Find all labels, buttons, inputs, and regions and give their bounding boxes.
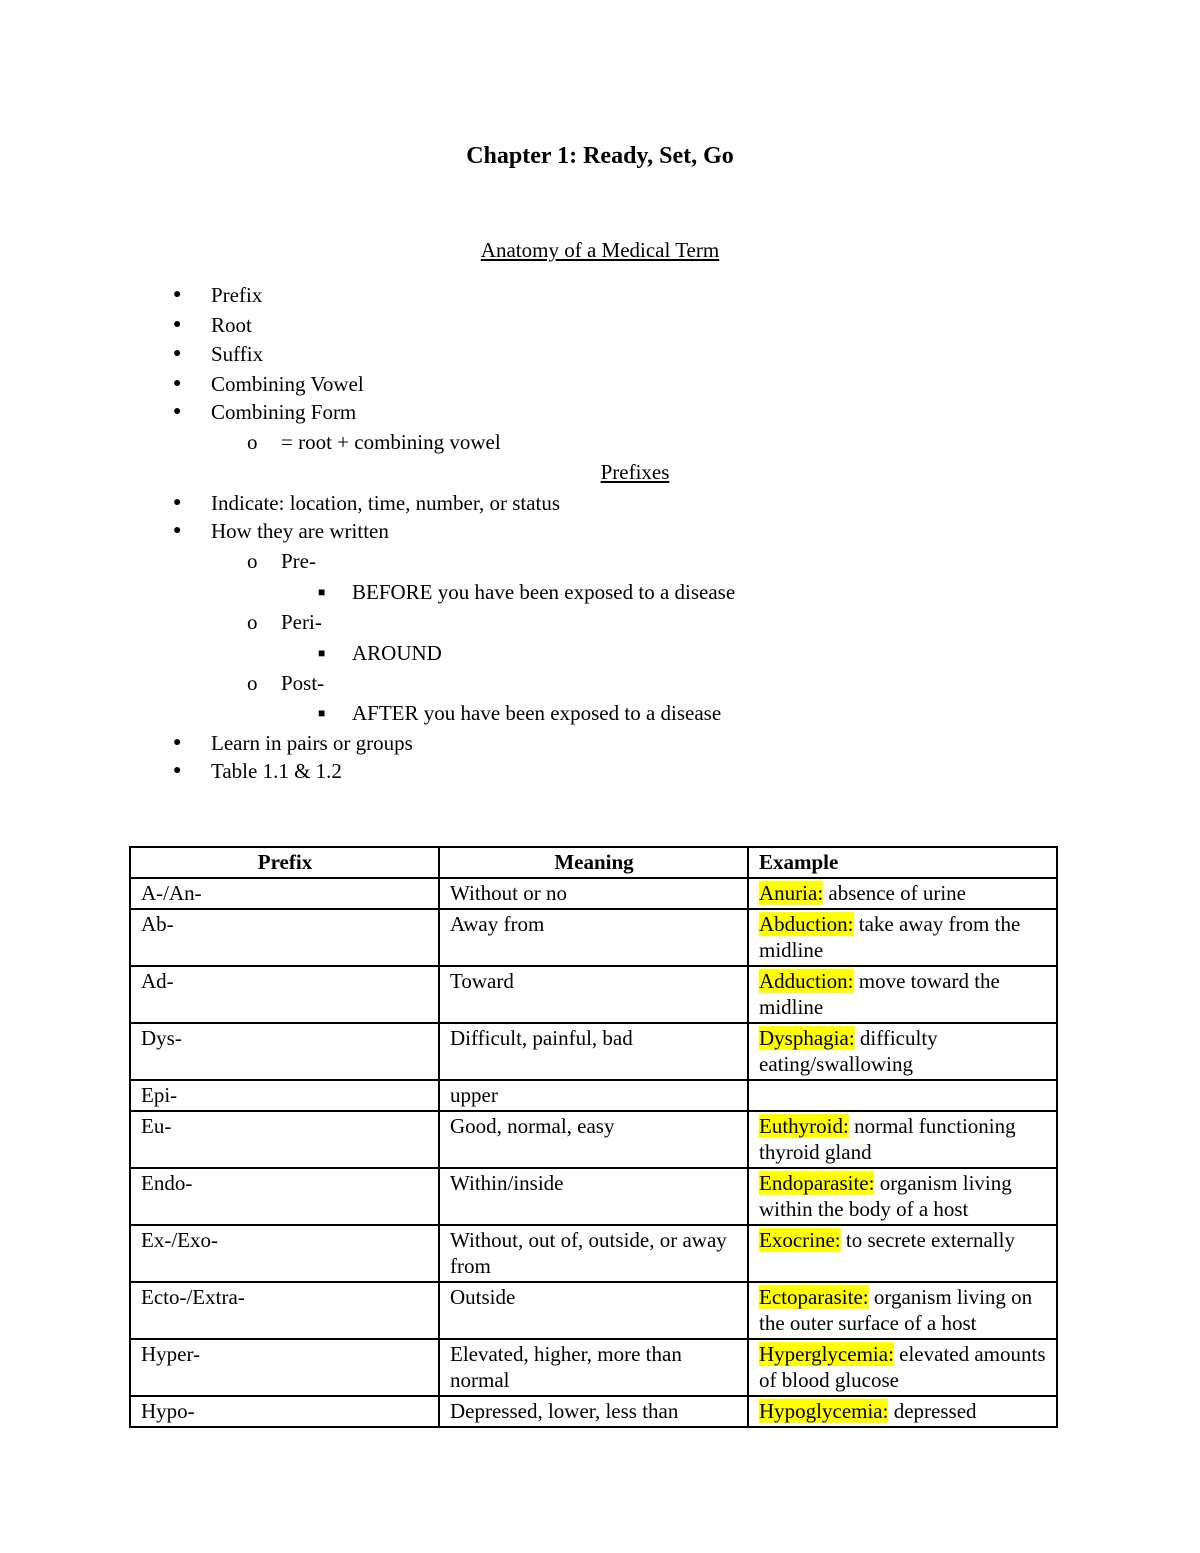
table-row <box>130 1339 1057 1396</box>
table-row <box>130 1225 1057 1282</box>
example-text: elevated amounts of blood glucose <box>759 1342 1046 1392</box>
square-bullet-icon: ■ <box>318 646 326 660</box>
cell-example <box>748 1080 1057 1111</box>
cell-meaning: Toward <box>439 966 748 1023</box>
example-term: Adduction: <box>759 969 854 993</box>
cell-example <box>748 909 1057 966</box>
prefix-pre-desc: BEFORE you have been exposed to a disease <box>352 580 736 604</box>
cell-prefix: Ad- <box>130 966 439 1023</box>
example-text: to secrete externally <box>840 1228 1015 1252</box>
prefix-learn: Learn in pairs or groups <box>211 731 413 755</box>
bullet-icon: ● <box>173 317 182 332</box>
cell-prefix: Ecto-/Extra- <box>130 1282 439 1339</box>
anatomy-sub-item: = root + combining vowel <box>281 430 501 454</box>
cell-prefix: Dys- <box>130 1023 439 1080</box>
cell-prefix: Ab- <box>130 909 439 966</box>
cell-prefix: A-/An- <box>130 878 439 909</box>
example-term: Hyperglycemia: <box>759 1342 894 1366</box>
circle-bullet-icon: o <box>247 430 258 454</box>
prefix-table <box>129 846 1058 1428</box>
cell-example <box>748 1225 1057 1282</box>
anatomy-item: Suffix <box>211 342 264 366</box>
prefix-table-ref: Table 1.1 & 1.2 <box>211 759 342 783</box>
cell-example <box>748 966 1057 1023</box>
cell-example <box>748 1396 1057 1427</box>
table-header-row <box>130 847 1057 878</box>
prefix-pre: Pre- <box>281 549 316 573</box>
table-row <box>130 878 1057 909</box>
circle-bullet-icon: o <box>247 549 258 573</box>
table-row <box>130 1080 1057 1111</box>
bullet-icon: ● <box>173 404 182 419</box>
anatomy-item: Root <box>211 313 252 337</box>
header-example: Example <box>748 847 1057 878</box>
example-text: difficulty eating/swallowing <box>759 1026 938 1076</box>
cell-example <box>748 878 1057 909</box>
example-text: absence of urine <box>823 881 967 905</box>
prefix-post-desc: AFTER you have been exposed to a disease <box>352 701 722 725</box>
cell-example <box>748 1111 1057 1168</box>
cell-prefix: Hypo- <box>130 1396 439 1427</box>
example-text: move toward the midline <box>759 969 1000 1019</box>
cell-meaning: Difficult, painful, bad <box>439 1023 748 1080</box>
prefix-post: Post- <box>281 671 325 695</box>
bullet-icon: ● <box>173 735 182 750</box>
example-term: Anuria: <box>759 881 824 905</box>
table-row <box>130 909 1057 966</box>
example-term: Euthyroid: <box>759 1114 849 1138</box>
cell-meaning: Without or no <box>439 878 748 909</box>
example-term: Abduction: <box>759 912 854 936</box>
example-text: organism living within the body of a host <box>759 1171 1012 1221</box>
cell-example <box>748 1282 1057 1339</box>
example-term: Ectoparasite: <box>759 1285 869 1309</box>
circle-bullet-icon: o <box>247 671 258 695</box>
example-term: Hypoglycemia: <box>759 1399 889 1423</box>
example-term: Dysphagia: <box>759 1026 855 1050</box>
table-row <box>130 1111 1057 1168</box>
bullet-icon: ● <box>173 495 182 510</box>
cell-example <box>748 1168 1057 1225</box>
table-row <box>130 1282 1057 1339</box>
cell-meaning: Good, normal, easy <box>439 1111 748 1168</box>
square-bullet-icon: ■ <box>318 585 326 599</box>
cell-meaning: Depressed, lower, less than <box>439 1396 748 1427</box>
anatomy-heading: Anatomy of a Medical Term <box>480 238 720 262</box>
cell-prefix: Eu- <box>130 1111 439 1168</box>
prefix-indicate: Indicate: location, time, number, or status <box>211 491 561 515</box>
example-text: take away from the midline <box>759 912 1021 962</box>
prefix-peri: Peri- <box>281 610 322 634</box>
anatomy-item: Combining Vowel <box>211 372 364 396</box>
anatomy-item: Prefix <box>211 283 263 307</box>
bullet-icon: ● <box>173 346 182 361</box>
example-text: normal functioning thyroid gland <box>759 1114 1016 1164</box>
bullet-icon: ● <box>173 523 182 538</box>
anatomy-item: Combining Form <box>211 400 357 424</box>
prefix-peri-desc: AROUND <box>352 641 442 665</box>
example-text: depressed <box>888 1399 977 1423</box>
cell-example <box>748 1339 1057 1396</box>
cell-meaning: Within/inside <box>439 1168 748 1225</box>
bullet-icon: ● <box>173 763 182 778</box>
cell-meaning: Without, out of, outside, or away from <box>439 1225 748 1282</box>
table-row <box>130 966 1057 1023</box>
cell-meaning: Outside <box>439 1282 748 1339</box>
table-row <box>130 1023 1057 1080</box>
square-bullet-icon: ■ <box>318 706 326 720</box>
bullet-icon: ● <box>173 287 182 302</box>
cell-prefix: Endo- <box>130 1168 439 1225</box>
header-meaning: Meaning <box>439 847 748 878</box>
cell-meaning: Away from <box>439 909 748 966</box>
example-term: Endoparasite: <box>759 1171 875 1195</box>
cell-meaning: upper <box>439 1080 748 1111</box>
cell-prefix: Hyper- <box>130 1339 439 1396</box>
example-text: organism living on the outer surface of a host <box>759 1285 1033 1335</box>
example-term: Exocrine: <box>759 1228 841 1252</box>
table-row <box>130 1168 1057 1225</box>
cell-example <box>748 1023 1057 1080</box>
cell-prefix: Ex-/Exo- <box>130 1225 439 1282</box>
table-row <box>130 1396 1057 1427</box>
cell-prefix: Epi- <box>130 1080 439 1111</box>
bullet-icon: ● <box>173 376 182 391</box>
header-prefix: Prefix <box>130 847 439 878</box>
page-title: Chapter 1: Ready, Set, Go <box>466 143 734 169</box>
circle-bullet-icon: o <box>247 610 258 634</box>
prefix-how-written: How they are written <box>211 519 389 543</box>
cell-meaning: Elevated, higher, more than normal <box>439 1339 748 1396</box>
prefixes-heading: Prefixes <box>600 460 670 484</box>
